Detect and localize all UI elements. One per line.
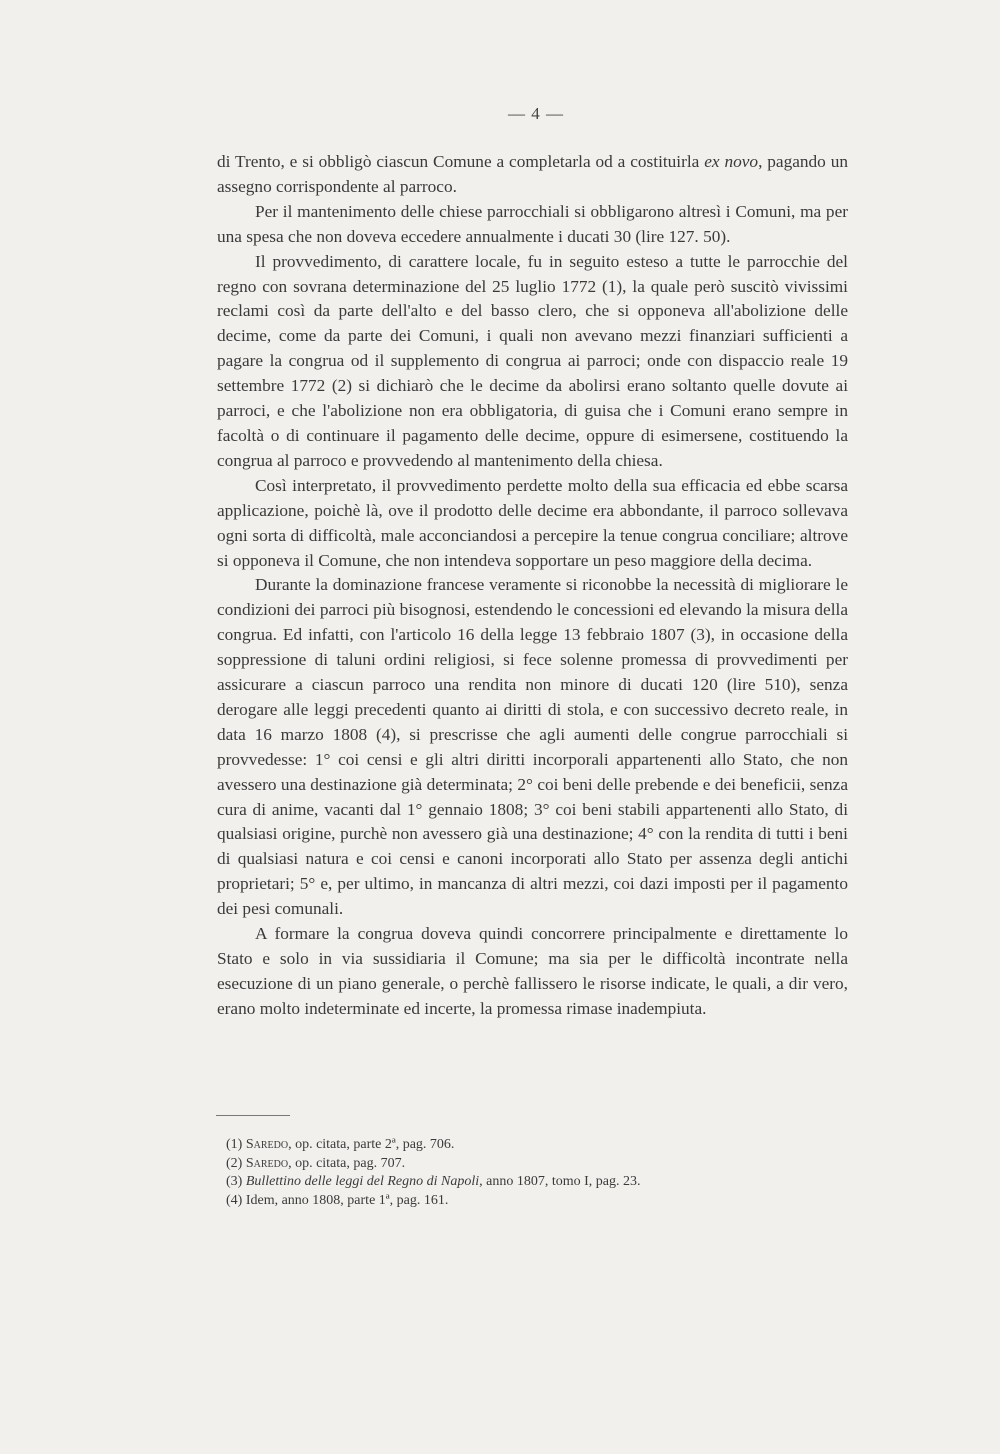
footnote-4: (4) Idem, anno 1808, parte 1ª, pag. 161. xyxy=(226,1192,449,1208)
body-text xyxy=(217,150,848,1022)
italic-phrase: ex novo xyxy=(704,152,759,171)
paragraph-2: Per il mantenimento delle chiese parrocchiali si obbligarono altresì i Comuni, ma per una spesa che non doveva eccedere annualmente i ducati 30 (lire 127. 50). xyxy=(217,201,848,246)
footnote-2: (2) Saredo, op. citata, pag. 707. xyxy=(226,1155,406,1171)
footnotes xyxy=(226,1136,786,1210)
footnote-divider xyxy=(216,1115,290,1116)
paragraph-6: A formare la congrua doveva quindi concorrere principalmente e direttamente lo Stato e solo in via sussidiaria il Comune; ma sia per le difficoltà incontrate nella esecuzione di un piano generale, o perchè fallissero le risorse indicate, le quali, a dir vero, erano molto indeterminate ed incerte, la promessa rimase inadempiuta. xyxy=(217,924,848,1018)
paragraph-3: Il provvedimento, di carattere locale, fu in seguito esteso a tutte le parrocchie del regno con sovrana determinazione del 25 luglio 1772 (1), la quale però suscitò vivissimi reclami così da parte dell'alto e del basso clero, che si opponeva all'abolizione delle decime, come da parte dei Comuni, i quali non avevano mezzi finanziari sufficienti a pagare la congrua od il supplemento di congrua ai parroci; onde con dispaccio reale 19 settembre 1772 (2) si dichiarò che le decime da abolirsi erano soltanto quelle dovute ai parroci, e che l'abolizione non era obbligatoria, di guisa che i Comuni erano sempre in facoltà o di continuare il pagamento delle decime, oppure di esimersene, costituendo la congrua al parroco e provvedendo al mantenimento della chiesa. xyxy=(217,251,848,470)
footnote-1: (1) Saredo, op. citata, parte 2ª, pag. 706. xyxy=(226,1137,455,1152)
publication-title: Bullettino delle leggi del Regno di Napoli xyxy=(245,1174,480,1189)
paragraph-4: Così interpretato, il provvedimento perdette molto della sua efficacia ed ebbe scarsa applicazione, poichè là, ove il prodotto delle decime era abbondante, il parroco sollevava ogni sorta di difficoltà, male acconciandosi a percepire la tenue congrua conciliare; altrove si opponeva il Comune, che non intendeva sopportare un peso maggiore della decima. xyxy=(217,475,848,570)
footnote-3: (3) Bullettino delle leggi del Regno di Napoli, anno 1807, tomo I, pag. 23. xyxy=(226,1174,641,1189)
author-name: Saredo xyxy=(245,1137,289,1152)
author-name: Saredo xyxy=(245,1155,289,1171)
page-number-text: — 4 — xyxy=(508,104,564,123)
paragraph-1: di Trento, e si obbligò ciascun Comune a completarla od a costituirla ex novo, pagando un assegno corrispondente al parroco. xyxy=(217,152,848,196)
paragraph-5: Durante la dominazione francese veramente si riconobbe la necessità di migliorare le condizioni dei parroci più bisognosi, estendendo le concessioni ed elevando la misura della congrua. Ed infatti, con l'articolo 16 della legge 13 febbraio 1807 (3), in occasione della soppressione di taluni ordini religiosi, si fece solenne promessa di provvedimenti per assicurare a ciascun parroco una rendita non minore di ducati 120 (lire 510), senza derogare alle leggi precedenti quanto ai diritti di stola, e con successivo decreto reale, in data 16 marzo 1808 (4), si prescrisse che agli aumenti delle congrue parrocchiali si provvedesse: 1° coi censi e gli altri diritti incorporali appartenenti allo Stato, che non avessero una destinazione già determinata; 2° coi beni delle prebende e dei beneficii, senza cura di anime, vacanti dal 1° gennaio 1808; 3° coi beni stabili appartenenti allo Stato, di qualsiasi origine, purchè non avessero già una destinazione; 4° con la rendita di tutti i beni di qualsiasi natura e coi censi e canoni incorporati allo Stato per assenza degli antichi proprietari; 5° e, per ultimo, in mancanza di altri mezzi, coi dazi imposti per il pagamento dei pesi comunali. xyxy=(217,575,848,919)
